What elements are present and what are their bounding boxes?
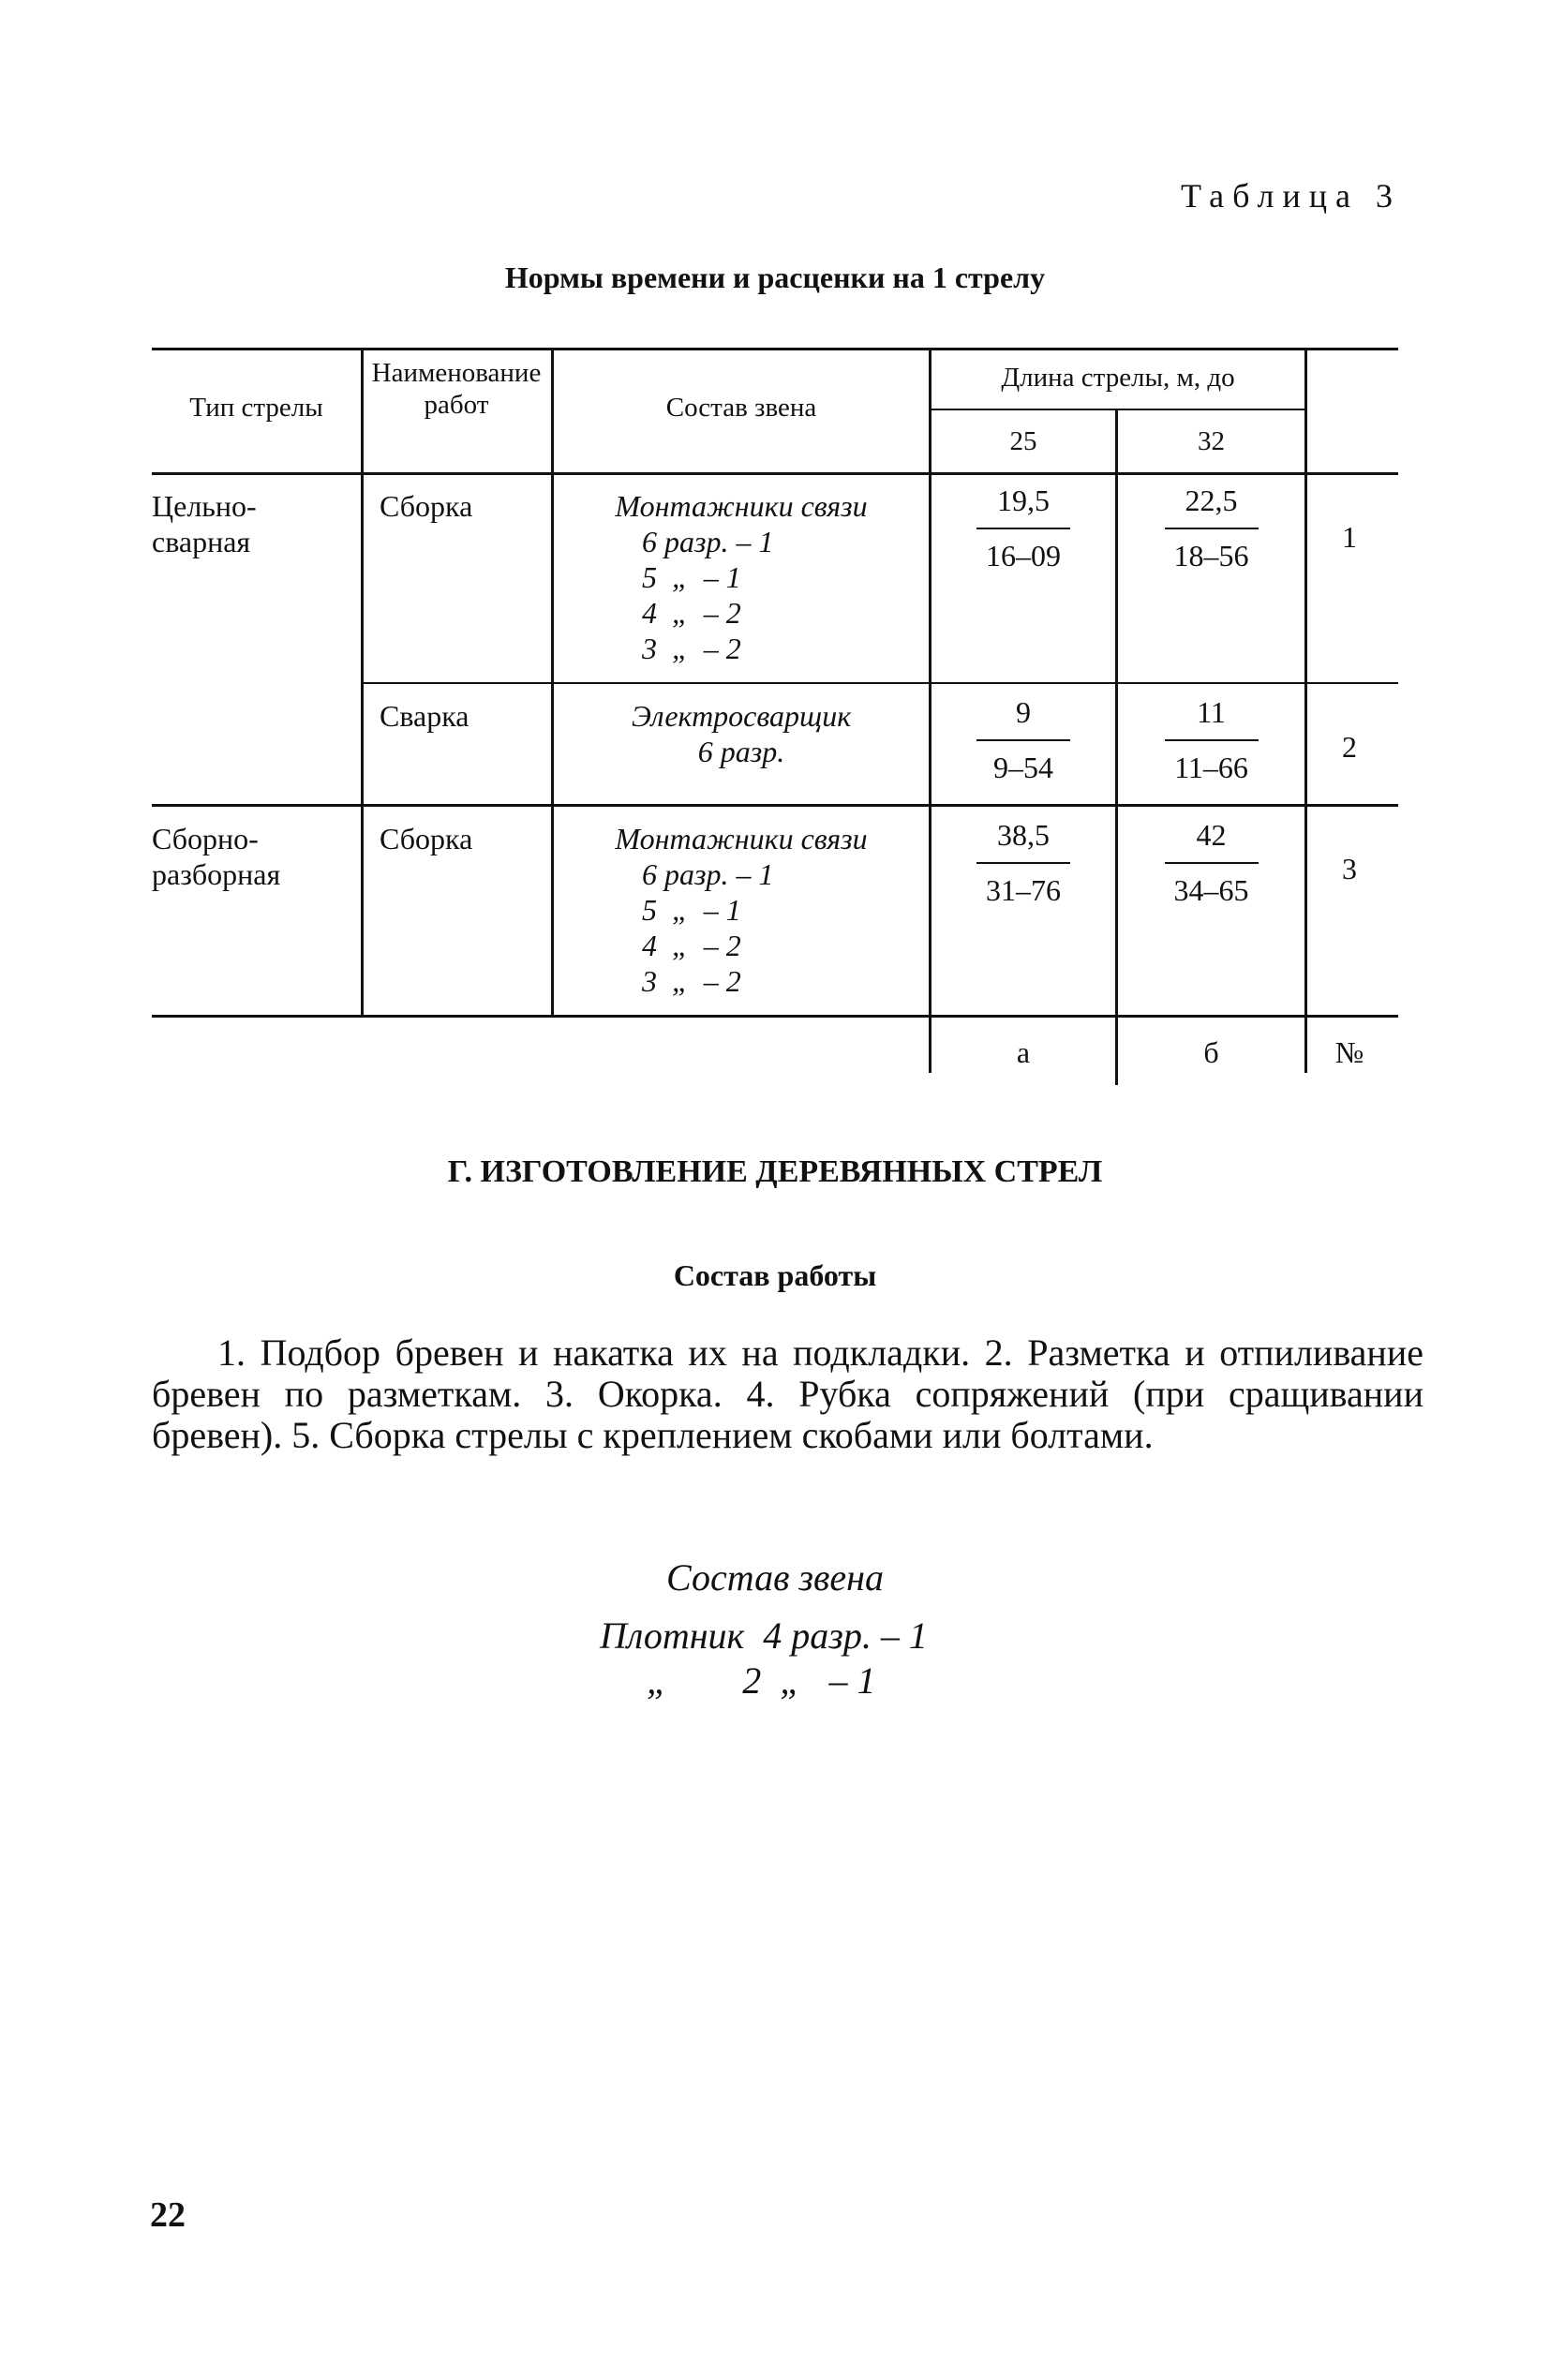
row-1-type: Цельно-сварная [152, 489, 257, 558]
row-1-value-25: 19,5 16–09 [931, 483, 1115, 573]
header-length-32: 32 [1198, 426, 1225, 456]
row-2-crew: Электросварщик 6 разр. [631, 699, 852, 768]
header-length-group: Длина стрелы, м, до [1001, 363, 1235, 393]
row-1-crew: Монтажники связи 6 разр. – 1 5 „ – 1 4 „ – 2 3 „ – 2 [615, 489, 868, 665]
crew-title: Состав звена [665, 1556, 884, 1599]
footer-col-number: № [1334, 1035, 1364, 1069]
row-2-value-25: 9 9–54 [931, 695, 1115, 785]
row-2-value-32: 11 11–66 [1118, 695, 1304, 785]
section-title: Г. ИЗГОТОВЛЕНИЕ ДЕРЕВЯННЫХ СТРЕЛ [447, 1154, 1103, 1189]
header-type: Тип стрелы [189, 393, 323, 423]
row-1-work: Сборка [380, 489, 473, 523]
footer-col-b: б [1203, 1035, 1219, 1069]
crew-line-2: „ 2 „ – 1 [647, 1659, 876, 1702]
header-length-25: 25 [1009, 426, 1037, 456]
work-paragraph: 1. Подбор бревен и накатка их на подкладки. 2. Разметка и отпиливание бревен по разметкам. 3. Окорка. 4. Рубка сопряжений (при сращивании бревен). 5. Сборка стрелы с креплением скобами или болтами. [152, 1331, 1423, 1456]
table-label: Таблица 3 [1181, 177, 1401, 215]
header-crew: Состав звена [665, 393, 817, 423]
footer-col-a: а [1016, 1035, 1031, 1069]
row-3-crew: Монтажники связи 6 разр. – 1 5 „ – 1 4 „ – 2 3 „ – 2 [615, 822, 868, 998]
row-2-work: Сварка [380, 699, 469, 733]
row-1-number: 1 [1342, 520, 1357, 554]
row-3-number: 3 [1342, 852, 1357, 885]
work-subtitle: Состав работы [673, 1258, 877, 1292]
page-number: 22 [150, 2195, 186, 2235]
row-1-value-32: 22,5 18–56 [1118, 483, 1304, 573]
row-3-work: Сборка [380, 822, 473, 855]
row-3-type: Сборно-разборная [152, 822, 281, 891]
table-title: Нормы времени и расценки на 1 стрелу [504, 260, 1046, 294]
crew-line-1: Плотник 4 разр. – 1 [600, 1614, 928, 1657]
header-work-name: Наименование работ [371, 358, 542, 420]
row-3-value-25: 38,5 31–76 [931, 818, 1115, 908]
row-2-number: 2 [1342, 730, 1357, 764]
row-3-value-32: 42 34–65 [1118, 818, 1304, 908]
